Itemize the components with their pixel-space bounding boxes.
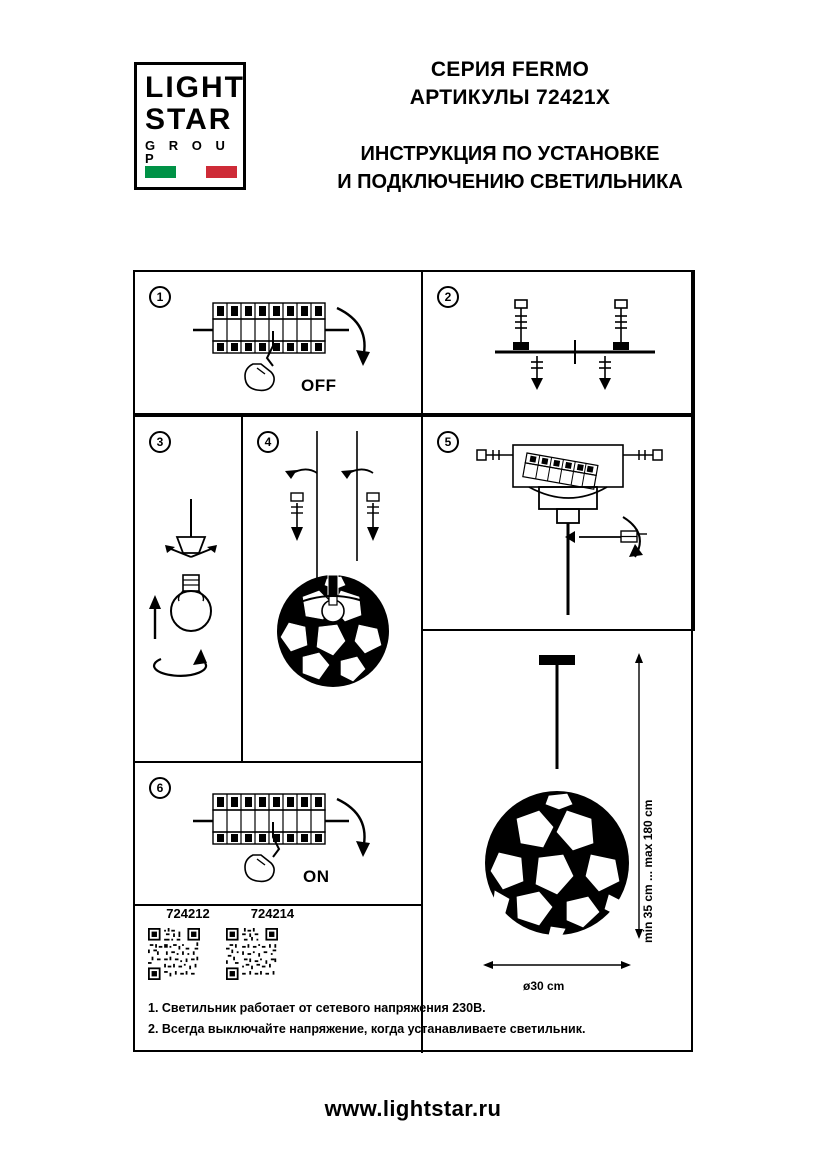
website-url[interactable]: www.lightstar.ru xyxy=(324,1096,502,1121)
step-4-number: 4 xyxy=(257,431,279,453)
qr-code-icon-1 xyxy=(148,928,200,980)
height-dimension-label: min 35 cm ... max 180 cm xyxy=(641,799,655,943)
step-6-number: 6 xyxy=(149,777,171,799)
page-header xyxy=(0,0,826,215)
qr-codes-row xyxy=(148,928,408,980)
step-3-number: 3 xyxy=(149,431,171,453)
articles-title: АРТИКУЛЫ 72421X xyxy=(409,86,611,110)
page-subtitle xyxy=(260,140,760,196)
notes-block xyxy=(148,998,618,1039)
step-6-caption: ON xyxy=(303,867,330,886)
series-title: СЕРИЯ FERMO xyxy=(430,58,590,81)
product-codes xyxy=(148,905,408,980)
step-2-mounting-bracket-illustration xyxy=(475,286,675,396)
article-code-2: 724214 xyxy=(250,906,295,921)
step-4-pendant-assembly-illustration xyxy=(245,431,421,751)
page-title xyxy=(260,56,760,113)
step-1-caption: OFF xyxy=(301,376,337,395)
note-line-1: 1. Светильник работает от сетевого напряжения 230В. xyxy=(148,1001,486,1015)
article-code-1: 724212 xyxy=(166,906,210,921)
step-3-lamp-install-illustration xyxy=(141,489,241,739)
step-4-cell xyxy=(241,415,423,763)
logo-line-star: STAR xyxy=(145,103,233,136)
code-labels-row xyxy=(148,905,408,923)
brand-logo xyxy=(134,62,246,190)
step-2-cell xyxy=(421,270,695,415)
step-3-cell xyxy=(133,415,243,763)
logo-line-group: G R O U P xyxy=(145,138,230,166)
diameter-dimension-label: ø30 cm xyxy=(523,979,565,993)
step-1-cell xyxy=(133,270,423,415)
step-6-terminal-block-illustration xyxy=(187,777,417,897)
dimensions-lamp-illustration xyxy=(443,651,673,1011)
step-6-cell xyxy=(133,761,423,906)
step-2-number: 2 xyxy=(437,286,459,308)
italy-flag-icon xyxy=(145,166,237,178)
dimensions-cell xyxy=(421,629,695,1053)
step-5-cell xyxy=(421,415,695,631)
logo-line-light: LIGHT xyxy=(145,71,245,104)
subtitle-line-1: ИНСТРУКЦИЯ ПО УСТАНОВКЕ xyxy=(360,143,660,165)
step-5-number: 5 xyxy=(437,431,459,453)
note-line-2: 2. Всегда выключайте напряжение, когда устанавливаете светильник. xyxy=(148,1021,586,1036)
qr-code-icon-2 xyxy=(226,928,278,980)
step-1-number: 1 xyxy=(149,286,171,308)
step-5-ceiling-connection-illustration xyxy=(471,425,681,615)
logo-wordmark xyxy=(137,73,243,165)
subtitle-line-2: И ПОДКЛЮЧЕНИЮ СВЕТИЛЬНИКА xyxy=(337,171,683,193)
